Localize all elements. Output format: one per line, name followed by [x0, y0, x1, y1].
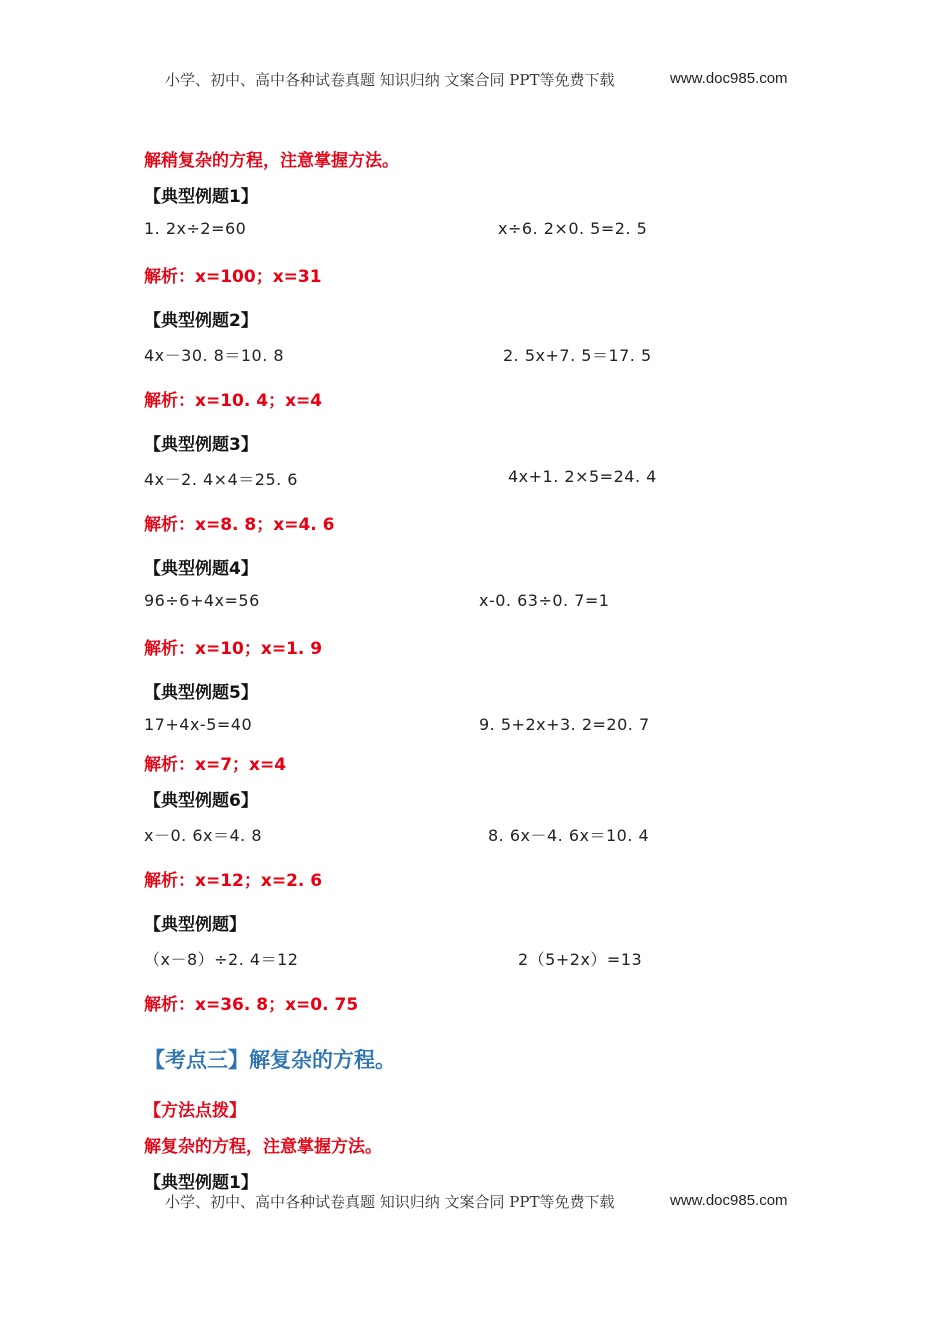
equation-right: 4x+1. 2×5=24. 4	[508, 467, 657, 486]
answer-text: 解析：x=12；x=2. 6	[144, 871, 323, 891]
page-header-url[interactable]: www.doc985.com	[670, 70, 788, 87]
equation-left: 4x－2. 4×4＝25. 6	[144, 470, 298, 489]
method-label: 【方法点拨】	[144, 1101, 246, 1121]
equation-left: 96÷6+4x=56	[144, 591, 260, 610]
equation-left: 4x－30. 8＝10. 8	[144, 346, 285, 365]
equation-left: 1. 2x÷2=60	[144, 219, 247, 238]
page-footer-url[interactable]: www.doc985.com	[670, 1192, 788, 1209]
answer-text: 解析：x=100；x=31	[144, 267, 322, 287]
equation-right: 2（5+2x）=13	[518, 950, 643, 969]
equation-right: x-0. 63÷0. 7=1	[479, 591, 610, 610]
answer-text: 解析：x=8. 8；x=4. 6	[144, 515, 335, 535]
example-title: 【典型例题】	[144, 915, 246, 935]
example-title: 【典型例题1】	[144, 1173, 258, 1193]
example-title: 【典型例题2】	[144, 311, 258, 331]
page-footer-text: 小学、初中、高中各种试卷真题 知识归纳 文案合同 PPT等免费下载	[165, 1193, 615, 1211]
page-header-text: 小学、初中、高中各种试卷真题 知识归纳 文案合同 PPT等免费下载	[165, 71, 615, 89]
example-title: 【典型例题5】	[144, 683, 258, 703]
example-title: 【典型例题3】	[144, 435, 258, 455]
equation-right: 8. 6x－4. 6x＝10. 4	[488, 826, 650, 845]
equation-left: x－0. 6x＝4. 8	[144, 826, 263, 845]
section-heading: 【考点三】解复杂的方程。	[144, 1048, 396, 1072]
example-title: 【典型例题1】	[144, 187, 258, 207]
intro-text: 解稍复杂的方程，注意掌握方法。	[144, 151, 399, 171]
method-text: 解复杂的方程，注意掌握方法。	[144, 1137, 382, 1157]
answer-text: 解析：x=36. 8；x=0. 75	[144, 995, 359, 1015]
answer-text: 解析：x=10. 4；x=4	[144, 391, 323, 411]
answer-text: 解析：x=7；x=4	[144, 755, 287, 775]
example-title: 【典型例题4】	[144, 559, 258, 579]
equation-left: （x－8）÷2. 4＝12	[144, 950, 299, 969]
answer-text: 解析：x=10；x=1. 9	[144, 639, 323, 659]
equation-right: 2. 5x+7. 5＝17. 5	[503, 346, 652, 365]
example-title: 【典型例题6】	[144, 791, 258, 811]
equation-right: x÷6. 2×0. 5=2. 5	[498, 219, 648, 238]
equation-right: 9. 5+2x+3. 2=20. 7	[479, 715, 650, 734]
equation-left: 17+4x-5=40	[144, 715, 253, 734]
